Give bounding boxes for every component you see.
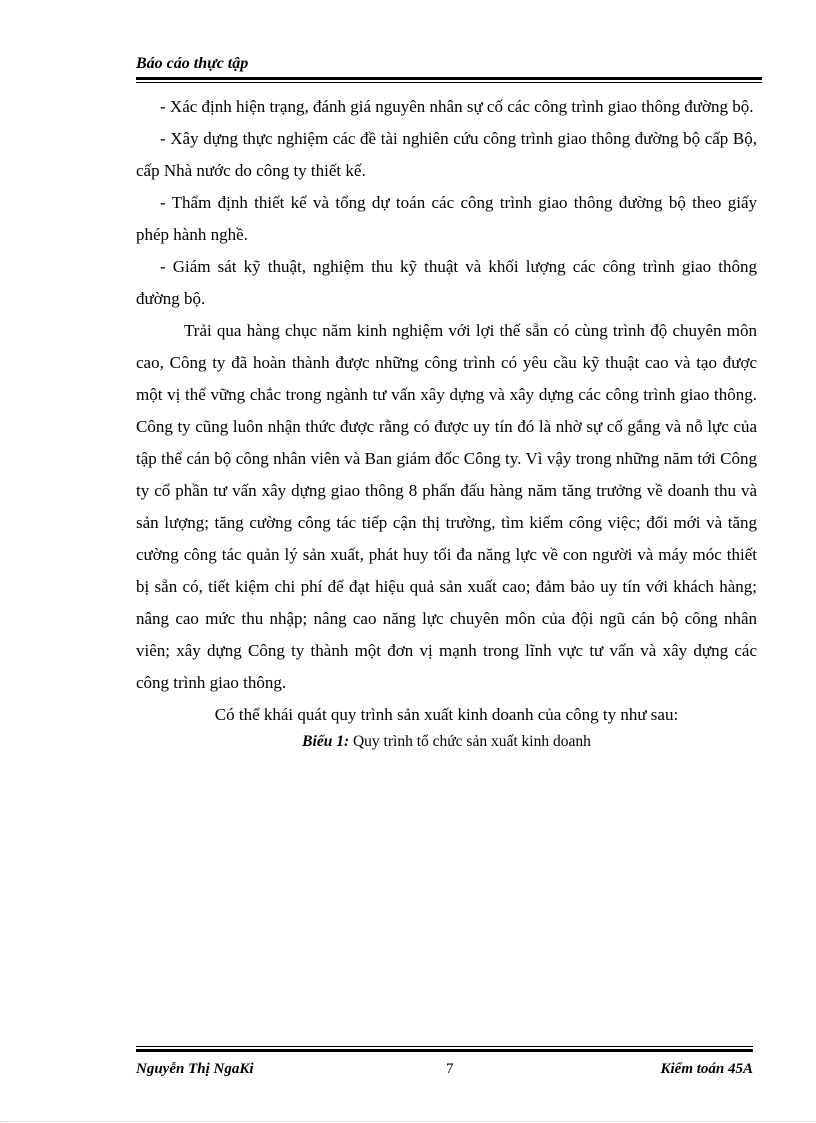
bullet-item: - Xây dựng thực nghiệm các đề tài nghiên cứu công trình giao thông đường bộ cấp Bộ, cấp Nhà nước do công ty thiết kế. [136,129,757,180]
page-edge-dotted-line [0,1121,816,1122]
caption-text: Quy trình tổ chức sản xuất kinh doanh [349,733,591,750]
footer-author: Nguyễn Thị NgaKi [136,1061,254,1077]
header-title: Báo cáo thực tập [136,55,249,72]
intro-line: Có thể khái quát quy trình sản xuất kinh doanh của công ty như sau: [214,705,679,724]
footer-rule-thin [136,1046,753,1047]
page-header [136,54,762,83]
page-number: 7 [446,1061,454,1077]
document-body [136,91,757,753]
header-rule-thin [136,82,762,83]
bullet-item: - Xác định hiện trạng, đánh giá nguyên nhân sự cố các công trình giao thông đường bộ. [160,97,754,116]
bullet-item: - Thẩm định thiết kế và tổng dự toán các công trình giao thông đường bộ theo giấy phép hành nghề. [136,193,757,244]
caption-label: Biểu 1: [302,733,350,750]
body-paragraph: Trải qua hàng chục năm kinh nghiệm với lợi thế sẵn có cùng trình độ chuyên môn cao, Công ty đã hoàn thành được những công trình có yêu cầu kỹ thuật cao và tạo được một vị thế vững chắc trong ngành tư vấn xây dựng và xây dựng các công trình giao thông. Công ty cũng luôn nhận thức được rằng có được uy tín đó là nhờ sự cố gắng và nỗ lực của tập thể cán bộ công nhân viên và Ban giám đốc Công ty. Vì vậy trong những năm tới Công ty cổ phần tư vấn xây dựng giao thông 8 phấn đấu hàng năm tăng trưởng về doanh thu và sản lượng; tăng cường công tác tiếp cận thị trường, tìm kiếm công việc; đổi mới và tăng cường công tác quản lý sản xuất, phát huy tối đa năng lực về con người và máy móc thiết bị sẵn có, tiết kiệm chi phí để đạt hiệu quả sản xuất cao; đảm bảo uy tín với khách hàng; nâng cao mức thu nhập; nâng cao năng lực chuyên môn của đội ngũ cán bộ công nhân viên; xây dựng Công ty thành một đơn vị mạnh trong lĩnh vực tư vấn và xây dựng các công trình giao thông. [136,321,757,692]
bullet-item: - Giám sát kỹ thuật, nghiệm thu kỹ thuật và khối lượng các công trình giao thông đường bộ. [136,257,757,308]
page-footer [136,1046,753,1080]
footer-row [136,1058,753,1080]
header-rule-thick [136,77,762,80]
figure-caption [136,731,757,753]
footer-class: Kiểm toán 45A [660,1061,753,1077]
footer-rule-thick [136,1049,753,1052]
